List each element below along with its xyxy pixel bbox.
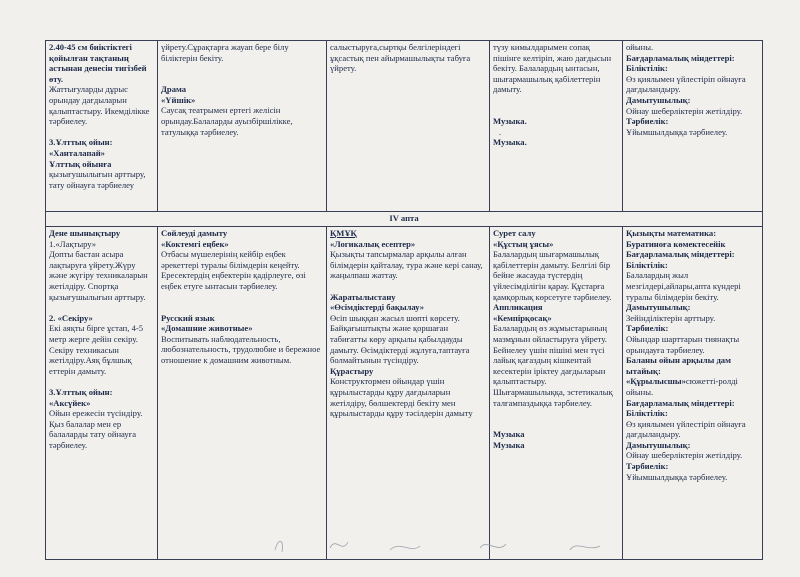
cell-text-line: Құрастыру xyxy=(330,365,374,376)
cell-text-line: Дене шынықтыру xyxy=(49,228,121,238)
cell-text-line: «Домашние животные» xyxy=(161,323,253,334)
cell-main-5 xyxy=(623,227,763,560)
cell-text-line: Дамытушылық: xyxy=(626,302,691,313)
week-header-row xyxy=(46,212,763,227)
cell-text-line: 1.«Лақтыру» xyxy=(49,238,97,249)
cell-text-line: «Құстың ұясы» xyxy=(493,238,554,249)
cell-text-line: Конструктормен ойындар үшін құрылыстарды құру дағдыларын жетілдіру, бөлшектерді бекіту мен құрылыстарды құру тәсілдерін дамыту xyxy=(330,376,473,419)
cell-text-line: Балалардың шығармашылық қабілеттерін дамыту. Белгілі бір бейне жасауда түстердің үйлесімділігін қарау. Құстарға қамқорлық көрсетуге тәрбиелеу. xyxy=(493,249,612,302)
cell-main-3 xyxy=(327,227,490,560)
cell-text-line: Ұйымшылдыққа тәрбиелеу. xyxy=(626,126,728,137)
cell-text-line: Бағдарламалық міндеттері: xyxy=(626,397,735,408)
cell-text-line: «Үйшік» xyxy=(161,94,196,105)
cell-text-line: Өз қиялымен үйлестіріп ойнауға дағдыландыру. xyxy=(626,418,746,440)
cell-text-line: түзу кимылдарымен сопақ пішінге келтіріп, жаю дағдысын бекіту. Балалардың ынтасын, шығармашылық қабілеттерін дамыту. xyxy=(493,42,612,95)
cell-text-line xyxy=(49,302,154,313)
cell-text-line: Дамытушылық: xyxy=(626,94,691,105)
cell-text-line: Ұлттық ойынға xyxy=(49,158,112,169)
cell-text-line: «Құрылысшы»сюжетті-ролді ойыны. xyxy=(626,376,738,397)
cell-text-line: 2.40-45 см биіктіктегі қойылған тақтаның астынан денесін тигізбей өту. xyxy=(49,42,147,84)
cell-top-5 xyxy=(623,41,763,212)
cell-text-line: ойыны. xyxy=(626,42,654,52)
cell-text-line xyxy=(330,281,486,292)
cell-text-line: Балалардың өз жұмыстарының мазмұнын ойластыруға үйрету. Бейнелеу үшін пішіні мен түсі лайық қағаздың кішкентай кесектерін іріктеу дағдыларын қалыптастыру. Шығармашылыққа, эстетикалық талғампаздыққа тәрбиелеу. xyxy=(493,323,613,408)
cell-text-line: «Аксүйек» xyxy=(49,397,91,408)
cell-text-line: Тәрбиелік: xyxy=(626,116,669,127)
cell-text-line: «Коктемгі еңбек» xyxy=(161,238,229,249)
cell-text-line: Өсіп шыққан жасыл шөпті көрсету. Байқағыштықты және қоршаған табиғатты көру арқылы қабылдауды дамыту. Өсімдіктерді жұлуға,таптауға болмайтынын түсіндіру. xyxy=(330,312,470,366)
cell-text-line: Музыка xyxy=(493,429,525,440)
cell-text-line: Аппликация xyxy=(493,302,543,313)
cell-text-line: Тәрбиелік: xyxy=(626,461,669,472)
cell-text-line: Музыка xyxy=(493,439,525,450)
cell-text-line: Біліктілік: xyxy=(626,259,668,270)
plan-table xyxy=(45,40,763,560)
cell-main-1 xyxy=(46,227,158,560)
cell-text-line: «Логикалық есептер» xyxy=(330,238,416,249)
cell-text-line: . xyxy=(499,126,502,137)
cell-text-line: Бағдарламалық міндеттері: xyxy=(626,52,735,63)
cell-text-line: Музыка. xyxy=(493,137,527,148)
cell-main-2 xyxy=(158,227,327,560)
cell-main-4 xyxy=(490,227,623,560)
week-label: IV апта xyxy=(46,212,763,227)
cell-text-line: Өз қиялымен үйлестіріп ойнауға дағдыландыру. xyxy=(626,73,746,95)
cell-top-1 xyxy=(46,41,158,212)
cell-text-line: Сөйлеуді дамыту xyxy=(161,228,228,238)
cell-text-line: Допты бастан асыра лақтыруға үйрету.Жүру және жүгіру техникаларын жетілдіру. Спортқа қызығушылығын арттыру. xyxy=(49,249,148,302)
cell-text-line: Қызықты тапсырмалар арқылы алған білімдерін қайталау, тура және кері санау, жаңылпаш жаттау. xyxy=(330,249,483,281)
cell-text-line: Екі аяқты бірге ұстап, 4-5 метр жерге дейін секіру. Секіру техникасын жетілдіру.Аяқ бұлшық еттерін дамыту. xyxy=(49,323,144,376)
cell-text-line xyxy=(161,292,323,313)
cell-text-line: Ойнау шеберліктерін жетілдіру. xyxy=(626,105,743,116)
cell-text-line: «Кемпірқосақ» xyxy=(493,312,552,323)
cell-text-line: Русский язык xyxy=(161,312,215,323)
cell-text-line: Қызықты математика: xyxy=(626,228,717,238)
cell-text-line: Саусақ театрымен ертегі желісін орындау.Балаларды ауызбіршілікке, татулыққа тәрбиелеу. xyxy=(161,105,293,137)
cell-text-line: Ұйымшылдыққа тәрбиелеу. xyxy=(626,471,728,482)
cell-text-line: қызығушылығын арттыру, тату ойнауға тәрбиелеу xyxy=(49,169,146,190)
cell-text-line: Біліктілік: xyxy=(626,63,668,74)
cell-text-line: үйрету.Сұрақтарға жауап бере білу біліктерін бекіту. xyxy=(161,42,289,63)
cell-text-line xyxy=(49,127,154,138)
cell-text-line: Музыка. xyxy=(493,115,527,126)
cell-text-line: Ойнау шеберліктерін жетілдіру. xyxy=(626,450,743,461)
cell-text-line: «Өсімдіктерді бақылау» xyxy=(330,302,425,313)
cell-text-line: Ойындар шарттарын тиянақты орындауға тәрбиелеу. xyxy=(626,333,740,355)
cell-text-line: ҚМҰҚ xyxy=(330,228,357,238)
cell-text-line: Зейінділіктерін арттыру. xyxy=(626,312,716,323)
cell-text-line: Дамытушылық: xyxy=(626,439,691,450)
cell-top-3 xyxy=(327,41,490,212)
cell-text-line xyxy=(49,376,154,387)
cell-text-line: «Ханталапай» xyxy=(49,147,105,158)
cell-text-line: 3.Ұлттық ойын: xyxy=(49,137,113,148)
cell-text-line: Буратиноға көмектесейік xyxy=(626,238,726,249)
cell-text-line xyxy=(161,63,323,84)
cell-text-line: Ойын ережесін түсіндіру. Қыз балалар мен ер балаларды тату ойнауға тәрбиелеу. xyxy=(49,408,143,450)
cell-text-line: Драма xyxy=(161,84,187,95)
cell-text-line: 3.Ұлттық ойын: xyxy=(49,386,113,397)
cell-text-line: 2. «Секіру» xyxy=(49,312,93,323)
table-row-continued xyxy=(46,41,763,212)
cell-text-line: Бағдарламалық міндеттері: xyxy=(626,249,735,260)
table-row-week4 xyxy=(46,227,763,560)
cell-text-line: Біліктілік: xyxy=(626,408,668,419)
cell-text-line: Жаратылыстану xyxy=(330,291,396,302)
cell-text-line: Сурет салу xyxy=(493,228,536,238)
cell-text-line: Тәрбиелік: xyxy=(626,323,669,334)
cell-text-line xyxy=(493,95,619,116)
cell-text-line: Отбасы мүшелерінің кейбір еңбек әрекеттері туралы білімдерін кеңейту. Ересектердің еңбектерін қадірлеуге, өзі еңбек етуге ынтасын тәрбиелеу. xyxy=(161,249,306,291)
cell-text-line xyxy=(493,408,619,429)
cell-top-4 xyxy=(490,41,623,212)
cell-text-line: салыстыруға,сыртқы белгілеріндегі ұқсастық пен айырмашылықты табуға үйрету. xyxy=(330,42,471,74)
cell-text-line: Жаттығуларды дұрыс орындау дағдыларын қалыптастыру. Икемділікке тәрбиелеу. xyxy=(49,84,150,127)
cell-text-line: Балалардың жыл мезгілдері,айлары,апта күндері туралы білімдерін бекіту. xyxy=(626,270,741,302)
cell-text-line: Баланы ойын арқылы дам ытайық: xyxy=(626,355,731,376)
cell-top-2 xyxy=(158,41,327,212)
cell-text-line: Воспитывать наблюдательность, любознательность, трудолюбие и бережное отношение к домашним животным. xyxy=(161,333,321,365)
